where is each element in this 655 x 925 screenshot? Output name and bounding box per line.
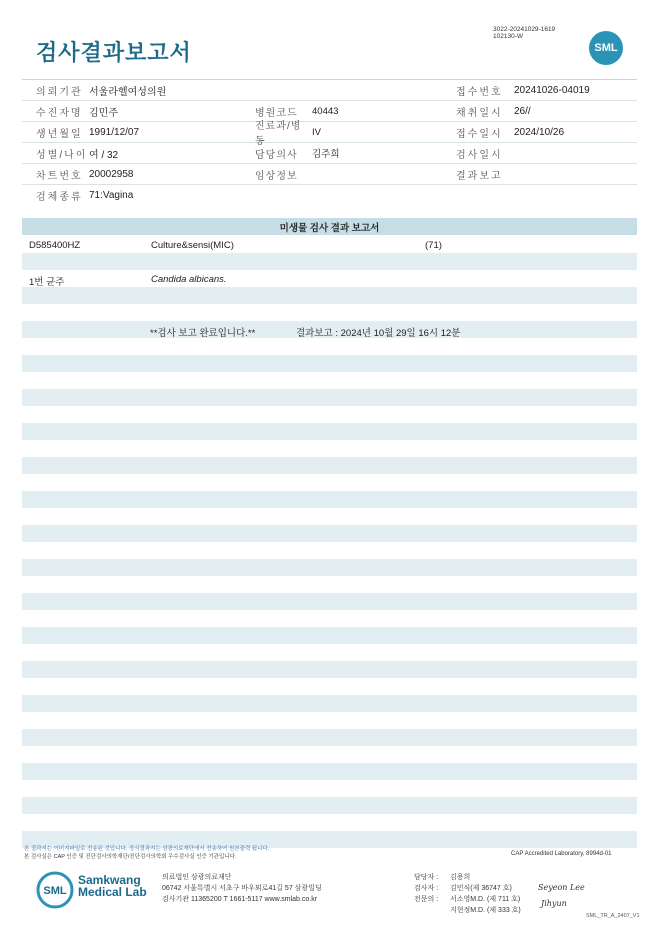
logo-text: SML	[594, 42, 618, 54]
report-stripe-row	[22, 661, 637, 678]
info-row	[22, 121, 637, 147]
footer-note-image: 본 결과지는 이미지파일로 전송된 것입니다. 정식결과지는 삼광의료재단에서 전송하여 원본출력 됩니다.	[24, 846, 270, 852]
report-stripe-row	[22, 695, 637, 712]
signer-role: 검사자 :	[414, 885, 439, 892]
test-code: D585400HZ	[29, 240, 81, 251]
signer-name: 김용희	[450, 874, 471, 881]
brand-line1: Samkwang	[78, 873, 141, 887]
report-stripe-row	[22, 525, 637, 542]
report-stripe-row	[22, 457, 637, 474]
info-label: 접수번호	[456, 86, 503, 98]
info-value: 2024/10/26	[514, 126, 565, 138]
report-stripe-row	[22, 389, 637, 406]
report-stripe-row	[22, 559, 637, 576]
doc-id-line2: 102130-W	[493, 33, 523, 40]
signer-line	[414, 883, 521, 894]
report-stripe-row	[22, 729, 637, 746]
signer-role: 담당자 :	[414, 874, 439, 881]
signer-name: 지현정M.D. (제 333 호)	[450, 907, 521, 914]
report-stripe-row	[22, 763, 637, 780]
signature-2: Jihyun	[541, 899, 567, 908]
info-label: 검체종류	[36, 191, 83, 203]
signer-line	[414, 905, 521, 916]
doc-id-line1: 3022-20241029-1619	[493, 26, 556, 33]
info-label: 결과보고	[456, 170, 503, 182]
brand-line2: Medical Lab	[78, 885, 147, 899]
info-value: 26//	[514, 105, 531, 117]
info-value: 1991/12/07	[89, 126, 140, 138]
info-label: 차트번호	[36, 170, 83, 182]
info-label: 진료과/병동	[255, 121, 302, 147]
signer-role: 전문의 :	[414, 896, 439, 903]
info-label: 성별/나이	[36, 149, 88, 161]
report-stripe-row	[22, 797, 637, 814]
form-code: SML_TR_A_2407_V1	[586, 913, 640, 919]
info-value: 김민주	[89, 107, 118, 119]
report-stripe-row	[22, 423, 637, 440]
info-label: 접수일시	[456, 128, 503, 140]
report-stripe-row	[22, 355, 637, 372]
info-value: 71:Vagina	[89, 189, 134, 201]
info-label: 의뢰기관	[36, 86, 83, 98]
brand-name	[78, 874, 147, 898]
report-time: 결과보고 : 2024년 10월 29일 16시 12분	[296, 328, 461, 339]
lab-address-block	[162, 872, 322, 905]
signer-line	[414, 894, 521, 905]
signers-block	[414, 872, 521, 916]
document-id	[493, 26, 555, 40]
test-name: Culture&sensi(MIC)	[151, 240, 234, 251]
lab-address: 06742 서울특별시 서초구 바우뫼로41길 57 삼광빌딩	[162, 885, 322, 892]
report-heading: 미생물 검사 결과 보고서	[22, 218, 637, 235]
report-stripe-row	[22, 287, 637, 304]
lab-contact: 검사기관 11365200 T 1661-5117 www.smlab.co.kr	[162, 896, 318, 903]
info-value: 40443	[312, 105, 339, 117]
lab-org-name: 의료법인 삼광의료재단	[162, 874, 232, 881]
colony-label: 1번 균주	[29, 277, 65, 288]
report-stripe-row	[22, 627, 637, 644]
info-value: 20241026-04019	[514, 84, 590, 96]
info-value: 20002958	[89, 168, 134, 180]
info-row	[22, 143, 637, 164]
test-ref: (71)	[425, 240, 442, 251]
info-label: 수진자명	[36, 107, 83, 119]
organism-name: Candida albicans.	[151, 274, 227, 285]
info-row	[22, 185, 637, 205]
info-row	[22, 80, 637, 101]
info-row	[22, 101, 637, 122]
signer-name: 서소영M.D. (제 711 호)	[450, 896, 521, 903]
info-row	[22, 164, 637, 185]
info-value: 서울라헬여성의원	[89, 86, 167, 98]
svg-text:SML: SML	[43, 885, 67, 897]
signature-1: Seyeon Lee	[538, 883, 585, 892]
sml-brand-icon	[36, 871, 74, 909]
footer-note-cap: 본 검사실은 CAP 인증 및 진단검사의학재단/진단검사의학회 우수검사실 인증 기관입니다.	[24, 854, 237, 860]
report-stripe-row	[22, 253, 637, 270]
cap-accreditation: CAP Accredited Laboratory, 8994d-01	[511, 851, 612, 857]
info-label: 병원코드	[255, 107, 298, 119]
patient-info-table	[22, 79, 637, 205]
report-stripe-row	[22, 491, 637, 508]
report-stripe-row	[22, 593, 637, 610]
info-value: IV	[312, 126, 321, 138]
info-label: 담당의사	[255, 149, 298, 161]
info-value: 여 / 32	[89, 149, 119, 161]
info-label: 생년월일	[36, 128, 83, 140]
page-title: 검사결과보고서	[36, 40, 192, 65]
info-label: 채취일시	[456, 107, 503, 119]
info-value: 김주희	[312, 149, 340, 160]
info-label: 임상정보	[255, 170, 298, 182]
signer-name: 김민식(제 36747 호)	[450, 885, 512, 892]
sml-logo	[589, 31, 623, 65]
complete-message: **검사 보고 완료입니다.**	[150, 328, 256, 339]
signer-line	[414, 872, 521, 883]
info-label: 검사일시	[456, 149, 503, 161]
